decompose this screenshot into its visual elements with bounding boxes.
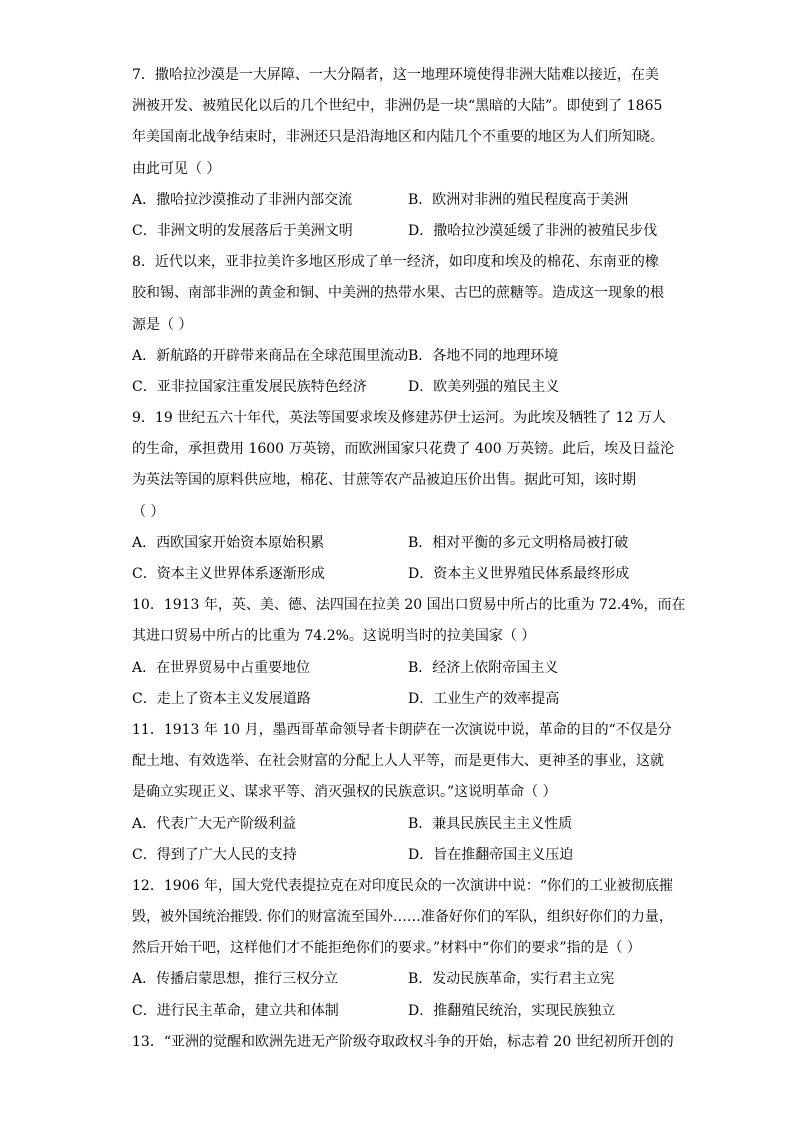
option-c: C．进行民主革命，建立共和体制 [132,1002,339,1019]
option-row [132,840,672,871]
question-11 [132,715,672,871]
question-stem-line: 8．近代以来，亚非拉美许多地区形成了单一经济，如印度和埃及的棉花、东南亚的橡 [132,254,659,271]
option-row [132,528,672,559]
option-a: A．代表广大无产阶级利益 [132,815,297,832]
option-c: C．非洲文明的发展落后于美洲文明 [132,222,353,239]
question-stem-line: 洲被开发、被殖民化以后的几个世纪中，非洲仍是一块“黑暗的大陆”。即使到了 1865 [132,98,663,115]
option-a: A．新航路的开辟带来商品在全球范围里流动 [132,347,409,364]
option-c: C．亚非拉国家注重发展民族特色经济 [132,378,367,395]
question-7 [132,60,672,247]
question-stem-line: 10．1913 年，英、美、德、法四国在拉美 20 国出口贸易中所占的比重为 72.4%，而在 [132,597,686,614]
option-b: B．发动民族革命，实行君主立宪 [408,971,615,988]
question-list [132,60,686,1058]
question-stem-line: 7．撒哈拉沙漠是一大屏障、一大分隔者，这一地理环境使得非洲大陆难以接近，在美 [132,67,659,83]
option-c: C．走上了资本主义发展道路 [132,690,311,707]
question-stem-line: 毁，被外国统治摧毁. 你们的财富流至国外……准备好你们的军队，组织好你们的力量， [132,909,673,926]
question-stem-line: 13．“亚洲的觉醒和欧洲先进无产阶级夺取政权斗争的开始，标志着 20 世纪初所开创的 [132,1033,674,1050]
option-c: C．得到了广大人民的支持 [132,846,297,863]
question-8 [132,247,672,403]
question-stem-line: 为英法等国的原料供应地，棉花、甘蔗等农产品被迫压价出售。据此可知，该时期 [132,472,636,489]
option-row [132,185,672,216]
option-row [132,684,672,715]
option-row [132,964,672,995]
option-row [132,341,672,372]
option-b: B．各地不同的地理环境 [408,347,559,364]
question-stem-line: 胶和锡、南部非洲的黄金和铜、中美洲的热带水果、古巴的蔗糖等。造成这一现象的根 [132,285,664,302]
question-stem-line: 9．19 世纪五六十年代，英法等国要求埃及修建苏伊士运河。为此埃及牺牲了 12 万人 [132,410,666,427]
question-stem-line: 12．1906 年，国大党代表提拉克在对印度民众的一次演讲中说：“你们的工业被彻底摧 [132,877,674,894]
option-a: A．西欧国家开始资本原始积累 [132,534,325,551]
option-row [132,996,672,1027]
question-stem-line: 是确立实现正义、谋求平等、消灭强权的民族意识。”这说明革命（ ） [132,784,557,801]
question-stem-line: 由此可见（ ） [132,160,221,177]
option-row [132,559,672,590]
question-stem-line: 配土地、有效选举、在社会财富的分配上人人平等，而是更伟大、更神圣的事业，这就 [132,753,664,770]
option-d: D．欧美列强的殖民主义 [408,378,560,395]
question-stem-line: 11．1913 年 10 月，墨西哥革命领导者卡朗萨在一次演说中说，革命的目的“不仅是分 [132,721,672,738]
option-a: A．传播启蒙思想，推行三权分立 [132,971,339,988]
option-d: D．资本主义世界殖民体系最终形成 [408,566,630,582]
option-row [132,372,672,403]
question-stem-line: 年美国南北战争结束时，非洲还只是沿海地区和内陆几个不重要的地区为人们所知晓。 [132,129,664,146]
option-d: D．工业生产的效率提高 [408,690,560,707]
option-b: B．欧洲对非洲的殖民程度高于美洲 [408,191,629,208]
question-stem-line: （ ） [132,503,165,520]
option-d: D．推翻殖民统治，实现民族独立 [408,1002,616,1019]
question-10 [132,590,686,715]
option-a: A．在世界贸易中占重要地位 [132,659,311,676]
question-13 [132,1027,672,1058]
option-d: D．撒哈拉沙漠延缓了非洲的被殖民步伐 [408,222,658,239]
question-stem-line: 其进口贸易中所占的比重为 74.2%。这说明当时的拉美国家（ ） [132,628,536,645]
option-c: C．资本主义世界体系逐渐形成 [132,566,325,582]
option-row [132,809,672,840]
question-12 [132,871,672,1027]
question-stem-line: 源是（ ） [132,316,193,333]
option-b: B．经济上依附帝国主义 [408,659,559,676]
option-row [132,216,672,247]
option-b: B．兼具民族民主主义性质 [408,815,573,832]
option-d: D．旨在推翻帝国主义压迫 [408,846,574,863]
option-row [132,653,672,684]
question-9 [132,403,675,590]
option-b: B．相对平衡的多元文明格局被打破 [408,534,629,551]
question-stem-line: 然后开始干吧，这样他们才不能拒绝你们的要求。”材料中“你们的要求”指的是（ ） [132,940,641,957]
question-stem-line: 的生命，承担费用 1600 万英镑，而欧洲国家只花费了 400 万英镑。此后，埃及日益沦 [132,441,675,458]
option-a: A．撒哈拉沙漠推动了非洲内部交流 [132,191,353,208]
